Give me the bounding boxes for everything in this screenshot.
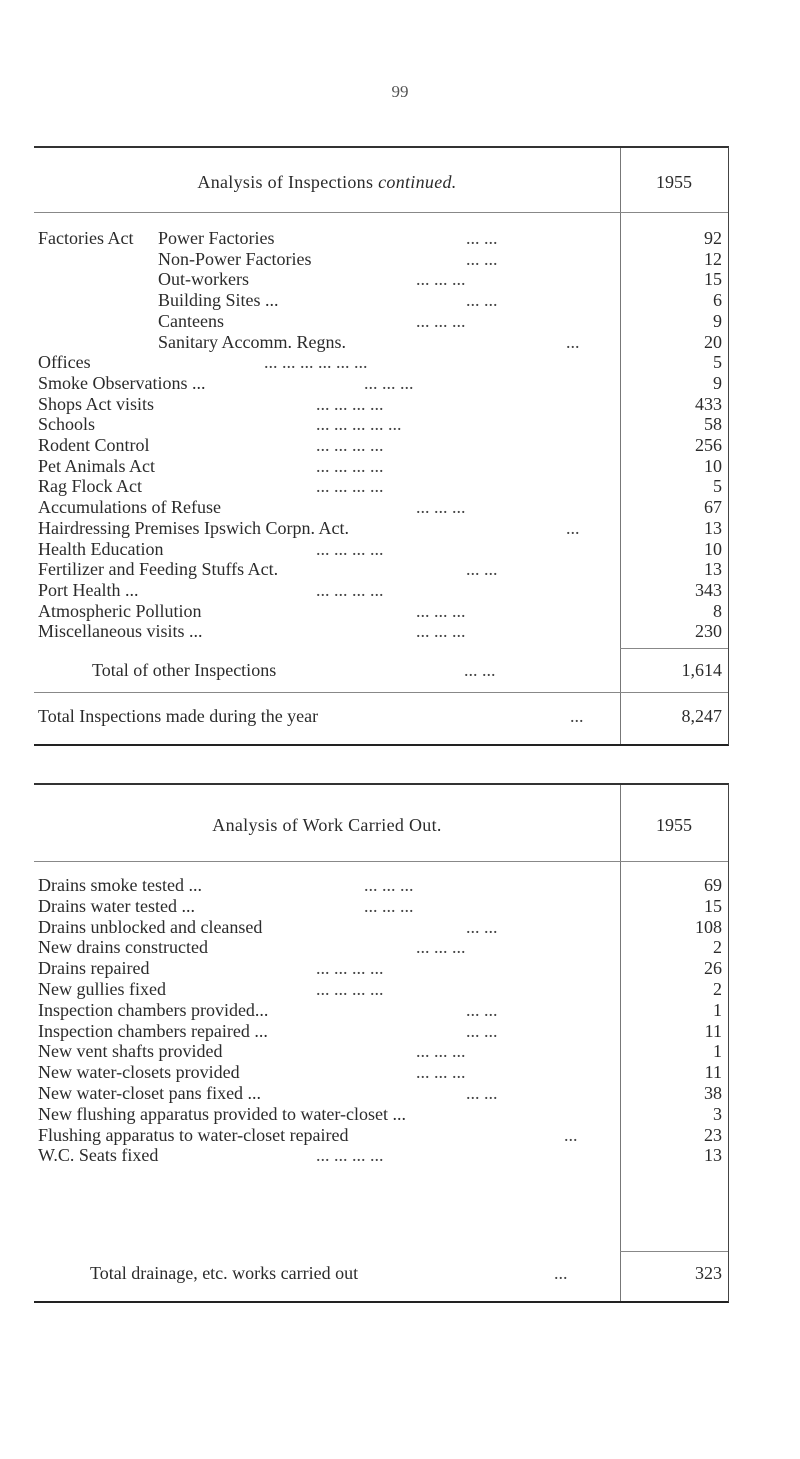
header-rule: [34, 212, 728, 213]
table-row: [34, 559, 728, 579]
table-row: [34, 290, 728, 310]
row-value: 9: [713, 372, 722, 393]
row-value: 8: [713, 600, 722, 621]
row-dots: ... ... ...: [416, 1041, 466, 1062]
work-total-label: Total drainage, etc. works carried out: [90, 1263, 359, 1283]
row-label: Inspection chambers provided...: [38, 999, 269, 1020]
row-value: 5: [713, 476, 722, 497]
row-dots: ... ... ... ...: [316, 958, 384, 979]
row-value: 433: [695, 393, 722, 414]
total-year-label: Total Inspections made during the year: [38, 706, 319, 726]
row-label: W.C. Seats fixed: [38, 1145, 159, 1166]
inspections-year-header: 1955: [656, 172, 692, 192]
work-total-dots: ...: [554, 1263, 568, 1283]
row-value: 5: [713, 352, 722, 373]
row-label: New vent shafts provided: [38, 1041, 223, 1062]
inspections-heading-suffix: continued.: [378, 172, 457, 192]
table-row: [34, 1145, 728, 1165]
row-value: 10: [704, 538, 722, 559]
table-row: [34, 249, 728, 269]
total-other-dots: ... ...: [464, 660, 496, 680]
row-label: Schools: [38, 414, 96, 435]
total-other-row: [34, 660, 728, 680]
table-row: [34, 311, 728, 331]
row-dots: ... ... ...: [416, 269, 466, 290]
total-other-label: Total of other Inspections: [92, 660, 277, 680]
row-dots: ... ...: [466, 559, 498, 580]
row-label: New water-closet pans fixed ...: [38, 1083, 262, 1103]
row-dots: ... ... ... ... ... ...: [264, 352, 368, 373]
row-label: Hairdressing Premises Ipswich Corpn. Act.: [38, 517, 349, 538]
row-value: 230: [695, 621, 722, 642]
row-dots: ...: [566, 517, 580, 538]
table-row: [34, 875, 728, 895]
table-row: [34, 580, 728, 600]
total-year-row: [34, 706, 728, 726]
row-label: Drains water tested ...: [38, 895, 195, 916]
work-total-row: [34, 1263, 728, 1283]
row-value: 11: [704, 1062, 722, 1083]
row-label: Rodent Control: [38, 435, 150, 455]
row-dots: ... ... ... ...: [316, 393, 384, 414]
table-row: [34, 1041, 728, 1061]
row-label: Drains repaired: [38, 958, 150, 979]
row-dots: ... ... ... ...: [316, 979, 384, 999]
row-value: 69: [704, 875, 722, 895]
row-value: 10: [704, 455, 722, 476]
factories-act-label: Factories Act: [38, 228, 134, 248]
row-value: 1: [713, 999, 722, 1020]
table-row: [34, 518, 728, 538]
row-value: 92: [704, 228, 722, 248]
row-value: 26: [704, 958, 722, 979]
row-label: Health Education: [38, 538, 164, 559]
table-row: [34, 1083, 728, 1103]
row-value: 12: [704, 248, 722, 269]
row-label: New drains constructed: [38, 937, 208, 958]
row-dots: ... ... ...: [416, 937, 466, 958]
row-label: Port Health ...: [38, 579, 139, 600]
row-value: 13: [704, 517, 722, 538]
table-row: [34, 476, 728, 496]
row-label: New gullies fixed: [38, 979, 166, 999]
table-row: [34, 456, 728, 476]
row-value: 2: [713, 937, 722, 958]
row-dots: ... ... ...: [416, 621, 466, 642]
row-label: Sanitary Accomm. Regns.: [158, 331, 346, 352]
row-value: 38: [704, 1083, 722, 1103]
row-value: 23: [704, 1124, 722, 1145]
row-value: 11: [704, 1020, 722, 1041]
total-rule: [34, 692, 728, 693]
row-dots: ... ...: [466, 290, 498, 311]
page-number: 99: [391, 82, 409, 101]
table-row: [34, 539, 728, 559]
row-dots: ... ...: [466, 1083, 498, 1103]
subtotal-rule: [620, 648, 728, 649]
row-value: 256: [695, 435, 722, 455]
inspections-table: [34, 146, 729, 746]
row-dots: ... ... ...: [416, 600, 466, 621]
row-dots: ... ... ... ...: [316, 476, 384, 497]
row-label: Canteens: [158, 310, 224, 331]
work-heading: Analysis of Work Carried Out.: [212, 815, 442, 835]
table-row: [34, 269, 728, 289]
row-label: Drains unblocked and cleansed: [38, 916, 263, 937]
row-dots: ... ... ...: [364, 372, 414, 393]
header-rule: [34, 861, 728, 862]
row-dots: ... ...: [466, 916, 498, 937]
table-row: [34, 1021, 728, 1041]
table-row: [34, 601, 728, 621]
row-dots: ... ... ... ...: [316, 538, 384, 559]
row-value: 3: [713, 1103, 722, 1124]
row-label: New water-closets provided: [38, 1062, 240, 1083]
row-dots: ...: [566, 331, 580, 352]
row-value: 20: [704, 331, 722, 352]
row-label: Out-workers: [158, 269, 249, 290]
table-row: [34, 435, 728, 455]
inspections-heading: [34, 172, 620, 193]
work-year-header: 1955: [656, 815, 692, 835]
row-dots: ... ... ... ... ...: [316, 414, 402, 435]
row-value: 13: [704, 559, 722, 580]
row-dots: ... ...: [466, 999, 498, 1020]
table-row: [34, 917, 728, 937]
total-year-value: 8,247: [681, 706, 722, 726]
row-dots: ...: [564, 1124, 578, 1145]
total-other-value: 1,614: [681, 660, 722, 680]
work-table: [34, 783, 729, 1303]
row-label: Rag Flock Act: [38, 476, 142, 497]
table-row: [34, 1104, 728, 1124]
table-row: [34, 937, 728, 957]
row-value: 58: [704, 414, 722, 435]
table-row: [34, 352, 728, 372]
row-label: Miscellaneous visits ...: [38, 621, 203, 642]
row-dots: ... ... ... ...: [316, 1145, 384, 1166]
row-label: Pet Animals Act: [38, 455, 155, 476]
total-rule: [620, 1251, 728, 1252]
total-year-dots: ...: [570, 706, 584, 726]
row-dots: ... ... ... ...: [316, 455, 384, 476]
table-row: [34, 979, 728, 999]
row-label: Power Factories: [158, 228, 275, 248]
row-dots: ... ... ...: [416, 1062, 466, 1083]
row-label: Smoke Observations ...: [38, 372, 206, 393]
row-value: 108: [695, 916, 722, 937]
row-dots: ... ...: [466, 1020, 498, 1041]
row-label: Non-Power Factories: [158, 248, 312, 269]
row-label: Fertilizer and Feeding Stuffs Act.: [38, 559, 279, 580]
row-dots: ... ... ...: [364, 895, 414, 916]
row-label: Building Sites ...: [158, 290, 279, 311]
work-total-value: 323: [695, 1263, 722, 1283]
table-row: [34, 958, 728, 978]
row-dots: ... ... ...: [416, 310, 466, 331]
table-row: [34, 394, 728, 414]
row-value: 9: [713, 310, 722, 331]
row-value: 13: [704, 1145, 722, 1166]
row-label: Offices: [38, 352, 91, 373]
row-label: Atmospheric Pollution: [38, 600, 202, 621]
row-label: New flushing apparatus provided to water-closet ...: [38, 1103, 407, 1124]
table-row: [34, 1125, 728, 1145]
row-dots: ... ... ... ...: [316, 435, 384, 455]
inspections-heading-text: Analysis of Inspections: [197, 172, 374, 192]
row-value: 343: [695, 579, 722, 600]
table-row: [34, 896, 728, 916]
table-row: [34, 228, 728, 248]
row-label: Drains smoke tested ...: [38, 875, 202, 895]
row-value: 2: [713, 979, 722, 999]
table-row: [34, 414, 728, 434]
table-row: [34, 497, 728, 517]
table-row: [34, 332, 728, 352]
row-value: 15: [704, 269, 722, 290]
row-dots: ... ... ...: [416, 497, 466, 518]
row-label: Flushing apparatus to water-closet repaired: [38, 1124, 349, 1145]
row-value: 15: [704, 895, 722, 916]
table-row: [34, 1000, 728, 1020]
table-row: [34, 373, 728, 393]
row-value: 1: [713, 1041, 722, 1062]
row-dots: ... ...: [466, 248, 498, 269]
row-label: Shops Act visits: [38, 393, 155, 414]
row-label: Accumulations of Refuse: [38, 497, 221, 518]
row-label: Inspection chambers repaired ...: [38, 1020, 268, 1041]
row-dots: ... ... ...: [364, 875, 414, 895]
table-row: [34, 1062, 728, 1082]
table-row: [34, 621, 728, 641]
row-dots: ... ...: [466, 228, 498, 248]
row-dots: ... ... ... ...: [316, 579, 384, 600]
row-value: 67: [704, 497, 722, 518]
row-value: 6: [713, 290, 722, 311]
